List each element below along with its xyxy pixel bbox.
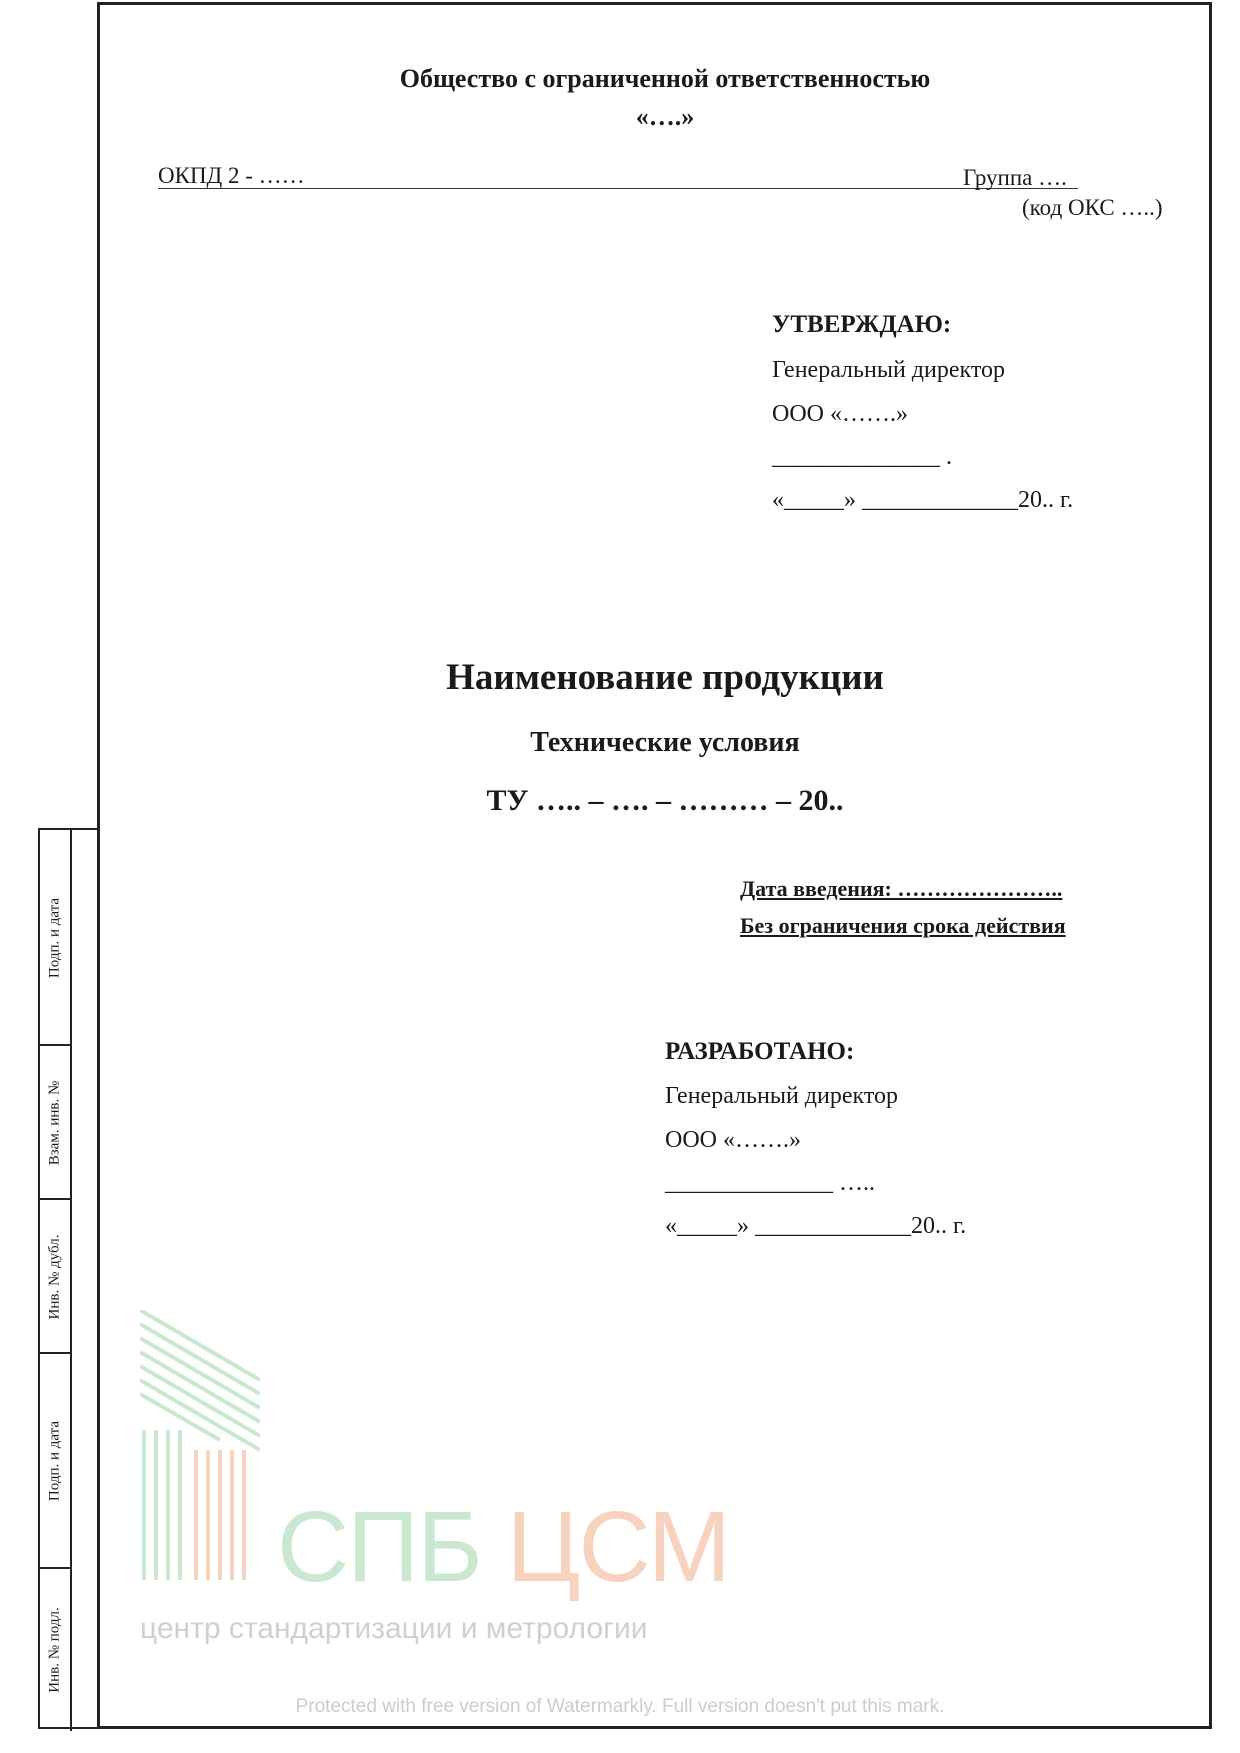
developed-signature-line: ______________ ….. — [665, 1170, 875, 1196]
logo-text-csm: ЦСМ — [506, 1491, 729, 1603]
stamp-cell-dup-inv — [40, 1200, 70, 1354]
organization-title: Общество с ограниченной ответственностью — [399, 64, 931, 93]
approval-position: Генеральный директор — [772, 357, 1006, 383]
watermark-protection-note: Protected with free version of Watermarkly. Full version doesn't put this mark. — [295, 1696, 945, 1717]
stamp-label: Инв. № подл. — [46, 1607, 63, 1693]
spec-title: Технические условия — [530, 727, 800, 758]
stamp-label: Инв. № дубл. — [46, 1234, 63, 1320]
approval-signature-line: ______________ . — [772, 444, 952, 470]
okpd-code: ОКПД 2 - …… — [158, 163, 305, 188]
logo-subtitle: центр стандартизации и метрологии — [140, 1612, 648, 1645]
stamp-cell-sign-date-2 — [40, 1354, 70, 1569]
product-name: Наименование продукции — [446, 657, 884, 698]
stamp-label: Взам. инв. № — [46, 1080, 63, 1166]
page-border — [97, 2, 1212, 1729]
developed-position: Генеральный директор — [665, 1083, 899, 1109]
intro-date: Дата введения: ………………….. — [740, 876, 1063, 901]
developed-organization: ООО «…….» — [665, 1127, 801, 1153]
stamp-cell-sign-date-1 — [40, 830, 70, 1046]
tu-number: ТУ ….. – …. – ……… – 20.. — [486, 784, 844, 817]
group-code: Группа …. — [963, 165, 1067, 190]
logo-text-spb: СПБ — [277, 1491, 481, 1603]
logo-stripes-icon — [140, 1310, 260, 1580]
oks-code: (код ОКС …..) — [1022, 195, 1163, 220]
stamp-cell-replace-inv — [40, 1046, 70, 1200]
stamp-label: Подп. и дата — [46, 897, 63, 979]
logo-text — [277, 1490, 729, 1605]
validity-period: Без ограничения срока действия — [740, 913, 1066, 938]
organization-name: «….» — [635, 102, 695, 131]
approval-title: УТВЕРЖДАЮ: — [772, 311, 952, 338]
stamp-column-divider — [70, 830, 72, 1731]
side-stamp — [38, 828, 97, 1729]
stamp-label: Подп. и дата — [46, 1420, 63, 1502]
approval-organization: ООО «…….» — [772, 401, 908, 427]
developed-title: РАЗРАБОТАНО: — [665, 1038, 855, 1065]
developed-date-line: «_____» _____________20.. г. — [665, 1213, 967, 1239]
approval-date-line: «_____» _____________20.. г. — [772, 487, 1074, 513]
